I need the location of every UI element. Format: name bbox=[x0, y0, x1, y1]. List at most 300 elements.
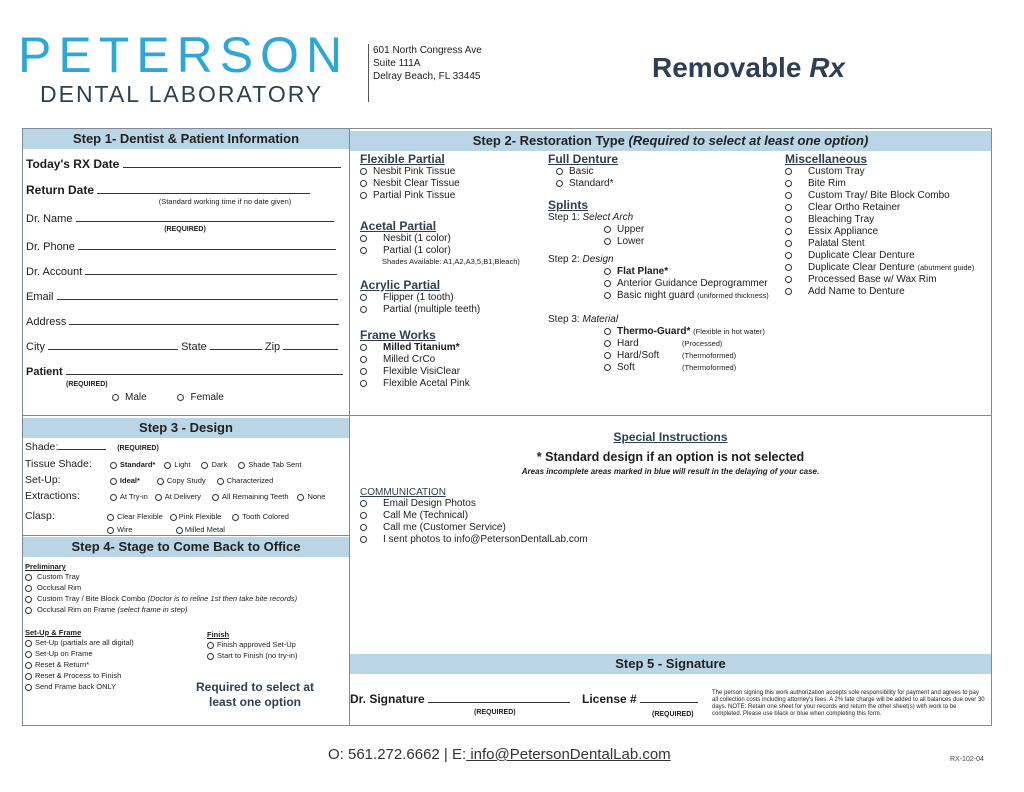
option-label: Clear Flexible bbox=[117, 512, 163, 521]
option-label: Duplicate Clear Denture bbox=[808, 262, 915, 273]
acrylic-partial-heading: Acrylic Partial bbox=[360, 278, 441, 292]
radio-icon[interactable] bbox=[360, 247, 367, 254]
dr-account-line[interactable] bbox=[85, 266, 337, 275]
option-send-frame[interactable] bbox=[25, 681, 134, 692]
radio-icon[interactable] bbox=[360, 294, 367, 301]
step2-note: (Required to select at least one option) bbox=[628, 133, 869, 148]
option-flipper[interactable] bbox=[360, 292, 520, 304]
radio-icon[interactable] bbox=[25, 640, 32, 647]
signature-label: Dr. Signature bbox=[350, 692, 425, 706]
extractions-label: Extractions: bbox=[25, 490, 80, 502]
radio-icon[interactable] bbox=[604, 226, 611, 233]
option-label: Essix Appliance bbox=[808, 226, 879, 237]
return-date-field[interactable] bbox=[26, 183, 344, 197]
option-label: Lower bbox=[617, 236, 645, 247]
step2-title: Step 2- Restoration Type bbox=[472, 133, 625, 148]
option-none[interactable] bbox=[297, 492, 325, 501]
option-label: Flipper (1 tooth) bbox=[383, 292, 454, 303]
radio-icon[interactable] bbox=[170, 514, 177, 521]
option-label: Occlusal Rim on Frame bbox=[37, 605, 116, 614]
radio-icon[interactable] bbox=[785, 204, 792, 211]
option-label: Custom Tray bbox=[37, 572, 80, 581]
option-wire[interactable] bbox=[107, 524, 173, 536]
footer-phone: O: 561.272.6662 | E: bbox=[328, 746, 467, 763]
radio-icon[interactable] bbox=[785, 216, 792, 223]
option-upper[interactable] bbox=[548, 224, 769, 236]
radio-icon[interactable] bbox=[112, 394, 119, 401]
option-label: Duplicate Clear Denture bbox=[808, 250, 915, 261]
finish-heading: Finish bbox=[207, 630, 230, 639]
option-at-try-in[interactable] bbox=[110, 492, 148, 501]
option-prelim-custom-tray[interactable] bbox=[25, 571, 347, 582]
radio-icon[interactable] bbox=[110, 462, 117, 469]
radio-icon[interactable] bbox=[604, 328, 611, 335]
dr-phone-label: Dr. Phone bbox=[26, 241, 75, 253]
option-label: Nesbit Pink Tissue bbox=[373, 166, 456, 177]
option-dark[interactable] bbox=[201, 460, 227, 469]
required-label: (REQUIRED) bbox=[66, 381, 108, 388]
state-label: State bbox=[181, 341, 207, 353]
lab-address bbox=[368, 44, 482, 102]
option-note: (select frame in step) bbox=[117, 605, 188, 614]
radio-icon[interactable] bbox=[217, 478, 224, 485]
option-prelim-rim-frame[interactable] bbox=[25, 604, 347, 615]
option-anterior-guidance[interactable] bbox=[548, 278, 769, 290]
option-label: Standard* bbox=[119, 460, 156, 469]
option-label: Milled Titanium* bbox=[383, 342, 460, 353]
flexible-partial-heading: Flexible Partial bbox=[360, 152, 445, 166]
email-line[interactable] bbox=[57, 291, 338, 300]
option-copy-study[interactable] bbox=[157, 476, 206, 485]
radio-icon[interactable] bbox=[360, 168, 367, 175]
option-label: Processed Base w/ Wax Rim bbox=[808, 274, 937, 285]
option-hard[interactable] bbox=[548, 338, 769, 350]
option-label: Copy Study bbox=[166, 476, 206, 485]
email-field[interactable] bbox=[26, 291, 344, 316]
option-label: Set-Up (partials are all digital) bbox=[35, 638, 134, 647]
radio-icon[interactable] bbox=[360, 356, 367, 363]
option-start-finish[interactable] bbox=[207, 650, 297, 661]
radio-icon[interactable] bbox=[25, 651, 32, 658]
radio-icon[interactable] bbox=[25, 596, 32, 603]
option-label: Custom Tray bbox=[808, 166, 865, 177]
option-label: Custom Tray / Bite Block Combo bbox=[37, 594, 146, 603]
step-desc: Select Arch bbox=[582, 212, 634, 223]
radio-icon[interactable] bbox=[785, 276, 792, 283]
radio-icon[interactable] bbox=[604, 238, 611, 245]
patient-label: Patient bbox=[26, 366, 63, 378]
delay-warning: Areas incomplete areas marked in blue will result in the delaying of your case. bbox=[521, 467, 820, 476]
option-reset-process[interactable] bbox=[25, 670, 134, 681]
option-email-photos[interactable] bbox=[360, 498, 588, 510]
radio-icon[interactable] bbox=[360, 235, 367, 242]
radio-icon[interactable] bbox=[107, 514, 114, 521]
radio-icon[interactable] bbox=[604, 352, 611, 359]
option-dup-denture[interactable] bbox=[785, 250, 974, 262]
radio-icon[interactable] bbox=[238, 462, 245, 469]
option-acrylic-partial[interactable] bbox=[360, 304, 520, 316]
option-label: Hard bbox=[617, 338, 639, 349]
option-label: Basic night guard bbox=[617, 290, 695, 301]
divider bbox=[349, 128, 350, 726]
setup-frame-heading: Set-Up & Frame bbox=[25, 628, 82, 637]
logo-peterson: PETERSON bbox=[18, 27, 350, 83]
option-call-technical[interactable] bbox=[360, 510, 588, 522]
gender-options bbox=[26, 392, 344, 404]
option-label: Finish approved Set-Up bbox=[217, 640, 296, 649]
option-label: Milled CrCo bbox=[383, 354, 436, 365]
option-bleaching-tray[interactable] bbox=[785, 214, 974, 226]
option-prelim-combo[interactable] bbox=[25, 593, 347, 604]
option-ortho-retainer[interactable] bbox=[785, 202, 974, 214]
option-reset-return[interactable] bbox=[25, 659, 134, 670]
female-option[interactable] bbox=[177, 392, 223, 403]
radio-icon[interactable] bbox=[556, 168, 563, 175]
option-label: Send Frame back ONLY bbox=[35, 682, 117, 691]
radio-icon[interactable] bbox=[25, 585, 32, 592]
option-light[interactable] bbox=[164, 460, 190, 469]
option-note: (Flexible in hot water) bbox=[693, 327, 765, 336]
radio-icon[interactable] bbox=[360, 180, 367, 187]
step5-header: Step 5 - Signature bbox=[350, 654, 991, 674]
communication-heading: COMMUNICATION bbox=[360, 487, 446, 498]
radio-icon[interactable] bbox=[25, 607, 32, 614]
email-label: Email bbox=[26, 291, 54, 303]
option-label: Partial Pink Tissue bbox=[373, 190, 456, 201]
misc-heading: Miscellaneous bbox=[785, 152, 868, 166]
required-label: (REQUIRED) bbox=[164, 226, 206, 233]
shades-note: Shades Available: A1,A2,A3,5,B1,Bleach) bbox=[382, 257, 520, 266]
return-note: (Standard working time if no date given) bbox=[158, 197, 292, 206]
option-label: Bite Rim bbox=[808, 178, 846, 189]
option-dup-denture-abutment[interactable] bbox=[785, 262, 974, 274]
step-label: Step 2: bbox=[548, 254, 580, 265]
radio-icon[interactable] bbox=[360, 524, 367, 531]
option-ideal[interactable] bbox=[110, 476, 140, 485]
option-basic[interactable] bbox=[548, 166, 769, 178]
return-date-label: Return Date bbox=[26, 183, 95, 197]
option-label: Flat Plane* bbox=[617, 266, 669, 277]
option-flat-plane[interactable] bbox=[548, 266, 769, 278]
radio-icon[interactable] bbox=[360, 192, 367, 199]
radio-icon[interactable] bbox=[177, 394, 184, 401]
splints-heading: Splints bbox=[548, 198, 589, 212]
option-custom-tray[interactable] bbox=[785, 166, 974, 178]
license-field[interactable] bbox=[582, 692, 698, 706]
radio-icon[interactable] bbox=[360, 306, 367, 313]
option-label: Anterior Guidance Deprogrammer bbox=[617, 278, 768, 289]
option-label: Milled Metal bbox=[184, 525, 225, 534]
address-field[interactable] bbox=[26, 316, 344, 341]
dr-account-label: Dr. Account bbox=[26, 266, 83, 278]
address-line: 601 North Congress Ave bbox=[373, 45, 482, 56]
preliminary-heading: Preliminary bbox=[25, 562, 66, 571]
radio-icon[interactable] bbox=[25, 662, 32, 669]
option-nesbit-pink[interactable] bbox=[360, 166, 520, 178]
option-note: (Thermoformed) bbox=[682, 363, 737, 372]
license-line[interactable] bbox=[640, 694, 698, 703]
radio-icon[interactable] bbox=[360, 536, 367, 543]
patient-field[interactable] bbox=[26, 366, 344, 378]
option-label: Call me (Customer Service) bbox=[383, 522, 506, 533]
radio-icon[interactable] bbox=[157, 478, 164, 485]
special-instructions-heading: Special Instructions bbox=[613, 430, 728, 444]
radio-icon[interactable] bbox=[360, 512, 367, 519]
option-at-delivery[interactable] bbox=[155, 492, 201, 501]
option-label: Partial (multiple teeth) bbox=[383, 304, 481, 315]
shade-line[interactable] bbox=[58, 441, 106, 450]
signature-field[interactable] bbox=[350, 692, 570, 706]
option-label: Palatal Stent bbox=[808, 238, 865, 249]
option-label: I sent photos to info@PetersonDentalLab.com bbox=[383, 534, 588, 545]
radio-icon[interactable] bbox=[232, 514, 239, 521]
option-bite-rim[interactable] bbox=[785, 178, 974, 190]
footer-contact bbox=[328, 746, 671, 763]
radio-icon[interactable] bbox=[604, 364, 611, 371]
option-label: Upper bbox=[617, 224, 645, 235]
required-label: (REQUIRED) bbox=[117, 445, 159, 452]
radio-icon[interactable] bbox=[155, 494, 162, 501]
option-label: Reset & Process to Finish bbox=[35, 671, 122, 680]
required-label: (REQUIRED) bbox=[652, 711, 694, 718]
option-milled-crco[interactable] bbox=[360, 354, 520, 366]
option-label: Email Design Photos bbox=[383, 498, 476, 509]
option-note: (Doctor is to reline 1st then take bite records) bbox=[147, 594, 298, 603]
option-label: Standard* bbox=[569, 178, 614, 189]
radio-icon[interactable] bbox=[110, 494, 117, 501]
option-hard-soft[interactable] bbox=[548, 350, 769, 362]
form-code: RX-102-04 bbox=[950, 756, 984, 763]
radio-icon[interactable] bbox=[25, 574, 32, 581]
option-label: Flexible VisiClear bbox=[383, 366, 461, 377]
option-lower[interactable] bbox=[548, 236, 769, 248]
option-label: Soft bbox=[617, 362, 635, 373]
radio-icon[interactable] bbox=[176, 527, 183, 534]
option-label: Start to Finish (no try-in) bbox=[217, 651, 298, 660]
zip-line[interactable] bbox=[283, 341, 338, 350]
option-label: Tooth Colored bbox=[242, 512, 289, 521]
state-line[interactable] bbox=[210, 341, 262, 350]
option-label: Occlusal Rim bbox=[37, 583, 82, 592]
patient-line[interactable] bbox=[66, 366, 343, 375]
option-setup-digital[interactable] bbox=[25, 637, 134, 648]
option-label: Reset & Return* bbox=[35, 660, 90, 669]
option-label: Clear Ortho Retainer bbox=[808, 202, 901, 213]
option-pink-flexible[interactable] bbox=[170, 512, 222, 521]
option-label: Call Me (Technical) bbox=[383, 510, 469, 521]
option-characterized[interactable] bbox=[217, 476, 274, 485]
radio-icon[interactable] bbox=[785, 228, 792, 235]
license-label: License # bbox=[582, 692, 637, 706]
option-milled-metal[interactable] bbox=[176, 525, 225, 534]
rx-date-line[interactable] bbox=[123, 159, 341, 168]
full-denture-heading: Full Denture bbox=[548, 152, 619, 166]
step-desc: Design bbox=[582, 254, 614, 265]
clasp-label: Clasp: bbox=[25, 510, 55, 522]
option-milled-titanium[interactable] bbox=[360, 342, 520, 354]
option-acetal-nesbit[interactable] bbox=[360, 233, 520, 245]
option-acetal-pink[interactable] bbox=[360, 378, 520, 390]
option-partial-pink[interactable] bbox=[360, 190, 520, 202]
option-night-guard[interactable] bbox=[548, 290, 769, 302]
option-tray-combo[interactable] bbox=[785, 190, 974, 202]
option-prelim-occlusal-rim[interactable] bbox=[25, 582, 347, 593]
address-line: Suite 111A bbox=[373, 58, 421, 69]
radio-icon[interactable] bbox=[360, 344, 367, 351]
option-add-name[interactable] bbox=[785, 286, 974, 298]
option-soft[interactable] bbox=[548, 362, 769, 374]
male-option[interactable] bbox=[112, 392, 147, 403]
step-desc: Material bbox=[582, 314, 619, 325]
option-all-remaining[interactable] bbox=[212, 492, 289, 501]
option-label: Light bbox=[174, 460, 191, 469]
option-label: Ideal* bbox=[119, 476, 140, 485]
radio-icon[interactable] bbox=[201, 462, 208, 469]
rx-date-label: Today's RX Date bbox=[26, 157, 120, 171]
option-label: Partial (1 color) bbox=[383, 245, 451, 256]
option-essix[interactable] bbox=[785, 226, 974, 238]
radio-icon[interactable] bbox=[110, 478, 117, 485]
option-standard[interactable] bbox=[548, 178, 769, 190]
option-clear-flexible[interactable] bbox=[107, 512, 163, 521]
option-thermo-guard[interactable] bbox=[548, 326, 769, 338]
option-setup-frame[interactable] bbox=[25, 648, 134, 659]
zip-label: Zip bbox=[264, 341, 281, 353]
option-visiclear[interactable] bbox=[360, 366, 520, 378]
radio-icon[interactable] bbox=[25, 684, 32, 691]
option-acetal-partial[interactable] bbox=[360, 245, 520, 257]
option-label: Hard/Soft bbox=[617, 350, 660, 361]
option-note: (Processed) bbox=[682, 339, 723, 348]
option-sent-photos[interactable] bbox=[360, 534, 588, 546]
option-call-service[interactable] bbox=[360, 522, 588, 534]
radio-icon[interactable] bbox=[604, 280, 611, 287]
address-label: Address bbox=[26, 316, 67, 328]
address-line: Delray Beach, FL 33445 bbox=[373, 71, 481, 82]
radio-icon[interactable] bbox=[207, 642, 214, 649]
dr-phone-field[interactable] bbox=[26, 241, 344, 266]
acetal-partial-heading: Acetal Partial bbox=[360, 219, 437, 233]
city-state-zip-field[interactable] bbox=[26, 341, 344, 366]
option-label: At Delivery bbox=[164, 492, 202, 501]
city-line[interactable] bbox=[48, 341, 178, 350]
radio-icon[interactable] bbox=[604, 340, 611, 347]
option-label: Pink Flexible bbox=[178, 512, 222, 521]
radio-icon[interactable] bbox=[360, 380, 367, 387]
dr-name-line[interactable] bbox=[76, 213, 334, 222]
dr-name-field[interactable] bbox=[26, 213, 344, 223]
radio-icon[interactable] bbox=[785, 288, 792, 295]
option-finish-approved[interactable] bbox=[207, 639, 297, 650]
radio-icon[interactable] bbox=[556, 180, 563, 187]
radio-icon[interactable] bbox=[212, 494, 219, 501]
option-label: Nesbit (1 color) bbox=[383, 233, 451, 244]
radio-icon[interactable] bbox=[604, 268, 611, 275]
radio-icon[interactable] bbox=[107, 527, 114, 534]
option-processed-base[interactable] bbox=[785, 274, 974, 286]
dr-account-field[interactable] bbox=[26, 266, 344, 291]
option-tooth-colored[interactable] bbox=[232, 512, 289, 521]
radio-icon[interactable] bbox=[297, 494, 304, 501]
option-label: Wire bbox=[117, 525, 133, 534]
radio-icon[interactable] bbox=[785, 180, 792, 187]
option-nesbit-clear[interactable] bbox=[360, 178, 520, 190]
option-label: At Try-in bbox=[119, 492, 148, 501]
step-label: Step 1: bbox=[548, 212, 580, 223]
option-label: None bbox=[307, 492, 326, 501]
option-palatal-stent[interactable] bbox=[785, 238, 974, 250]
frame-works-heading: Frame Works bbox=[360, 328, 436, 342]
required-note: Required to select at least one option bbox=[195, 680, 315, 709]
radio-icon[interactable] bbox=[360, 500, 367, 507]
radio-icon[interactable] bbox=[604, 292, 611, 299]
radio-icon[interactable] bbox=[785, 240, 792, 247]
female-label: Female bbox=[190, 392, 224, 403]
city-label: City bbox=[26, 341, 45, 353]
dr-name-label: Dr. Name bbox=[26, 213, 73, 225]
address-line-input[interactable] bbox=[69, 316, 339, 325]
option-shade-tab[interactable] bbox=[238, 460, 301, 469]
radio-icon[interactable] bbox=[164, 462, 171, 469]
step4-header: Step 4- Stage to Come Back to Office bbox=[23, 537, 349, 557]
option-label: Add Name to Denture bbox=[808, 286, 905, 297]
setup-row bbox=[25, 474, 347, 490]
shade-field[interactable] bbox=[25, 441, 347, 458]
clasp-row bbox=[25, 510, 347, 536]
option-label: Dark bbox=[211, 460, 228, 469]
radio-icon[interactable] bbox=[360, 368, 367, 375]
radio-icon[interactable] bbox=[207, 653, 214, 660]
radio-icon[interactable] bbox=[785, 192, 792, 199]
option-label: Flexible Acetal Pink bbox=[383, 378, 470, 389]
rx-date-field[interactable] bbox=[26, 157, 344, 183]
option-label: Thermo-Guard* bbox=[617, 326, 691, 337]
footer-email-link[interactable]: info@PetersonDentalLab.com bbox=[466, 746, 671, 763]
option-note: (uniformed thickness) bbox=[697, 291, 769, 300]
tissue-shade-label: Tissue Shade: bbox=[25, 458, 92, 470]
disclaimer-text: The person signing this work authorization accepts sole responsibility for payment and agrees to pay all collection costs including attorney's fees. A 2% late charge will be added to all balances due over 30 days. NOTE: Retain one sheet for your records and return the other sheet(s) with work to be completed. Please use black or blue when completing this form. bbox=[712, 690, 985, 717]
male-label: Male bbox=[125, 392, 147, 403]
step3-header: Step 3 - Design bbox=[23, 418, 349, 438]
option-label: All Remaining Teeth bbox=[221, 492, 289, 501]
option-label: Characterized bbox=[226, 476, 274, 485]
radio-icon[interactable] bbox=[785, 264, 792, 271]
page-title bbox=[652, 52, 845, 84]
shade-label: Shade: bbox=[25, 441, 59, 453]
option-note: (Thermoformed) bbox=[682, 351, 737, 360]
splint-step2 bbox=[548, 254, 769, 266]
divider bbox=[22, 415, 992, 416]
option-label: Custom Tray/ Bite Block Combo bbox=[808, 190, 950, 201]
radio-icon[interactable] bbox=[25, 673, 32, 680]
option-standard[interactable] bbox=[110, 460, 155, 469]
logo-subtitle: DENTAL LABORATORY bbox=[40, 81, 324, 107]
option-label: Set-Up on Frame bbox=[35, 649, 93, 658]
option-label: Shade Tab Sent bbox=[248, 460, 302, 469]
option-label: Basic bbox=[569, 166, 594, 177]
return-date-line[interactable] bbox=[97, 185, 310, 194]
step-label: Step 3: bbox=[548, 314, 580, 325]
signature-line[interactable] bbox=[428, 694, 570, 703]
option-note: (abutment guide) bbox=[917, 263, 975, 272]
splint-step1 bbox=[548, 212, 769, 224]
dr-phone-line[interactable] bbox=[78, 241, 336, 250]
step2-header bbox=[350, 131, 991, 151]
radio-icon[interactable] bbox=[785, 252, 792, 259]
option-label: Bleaching Tray bbox=[808, 214, 875, 225]
title-suffix: Rx bbox=[809, 52, 845, 83]
radio-icon[interactable] bbox=[785, 168, 792, 175]
